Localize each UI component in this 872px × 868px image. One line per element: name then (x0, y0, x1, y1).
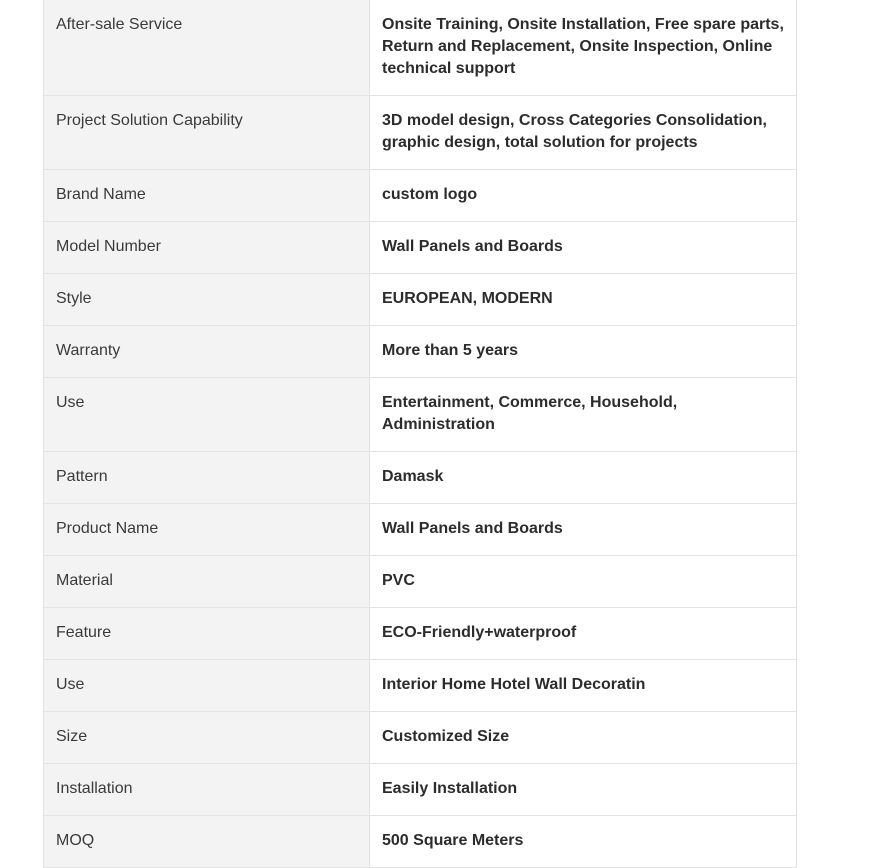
table-row (44, 712, 797, 764)
spec-label: Brand Name (44, 170, 370, 222)
table-row (44, 274, 797, 326)
table-row (44, 326, 797, 378)
spec-label: Use (44, 660, 370, 712)
spec-label: Use (44, 378, 370, 452)
table-row (44, 504, 797, 556)
table-row (44, 608, 797, 660)
table-row (44, 378, 797, 452)
table-row (44, 660, 797, 712)
table-row (44, 764, 797, 816)
table-row (44, 816, 797, 868)
spec-value: 500 Square Meters (370, 816, 797, 868)
spec-value: 3D model design, Cross Categories Consolidation, graphic design, total solution for projects (370, 96, 797, 170)
spec-value: Interior Home Hotel Wall Decoratin (370, 660, 797, 712)
spec-label: Product Name (44, 504, 370, 556)
spec-label: MOQ (44, 816, 370, 868)
spec-label: After-sale Service (44, 0, 370, 96)
spec-label: Warranty (44, 326, 370, 378)
spec-label: Style (44, 274, 370, 326)
spec-value: Wall Panels and Boards (370, 504, 797, 556)
spec-value: Customized Size (370, 712, 797, 764)
table-row (44, 0, 797, 96)
spec-value: EUROPEAN, MODERN (370, 274, 797, 326)
spec-value: More than 5 years (370, 326, 797, 378)
table-row (44, 222, 797, 274)
spec-value: Entertainment, Commerce, Household, Administration (370, 378, 797, 452)
spec-label: Project Solution Capability (44, 96, 370, 170)
spec-label: Size (44, 712, 370, 764)
spec-value: PVC (370, 556, 797, 608)
spec-table-body (44, 0, 797, 868)
table-row (44, 170, 797, 222)
spec-value: Easily Installation (370, 764, 797, 816)
table-row (44, 96, 797, 170)
spec-value: Wall Panels and Boards (370, 222, 797, 274)
spec-value: custom logo (370, 170, 797, 222)
spec-label: Installation (44, 764, 370, 816)
spec-label: Material (44, 556, 370, 608)
spec-value: ECO-Friendly+waterproof (370, 608, 797, 660)
spec-label: Model Number (44, 222, 370, 274)
spec-value: Onsite Training, Onsite Installation, Free spare parts, Return and Replacement, Onsite Inspection, Online technical support (370, 0, 797, 96)
spec-label: Feature (44, 608, 370, 660)
spec-label: Pattern (44, 452, 370, 504)
spec-value: Damask (370, 452, 797, 504)
product-spec-table (43, 0, 797, 868)
table-row (44, 556, 797, 608)
table-row (44, 452, 797, 504)
